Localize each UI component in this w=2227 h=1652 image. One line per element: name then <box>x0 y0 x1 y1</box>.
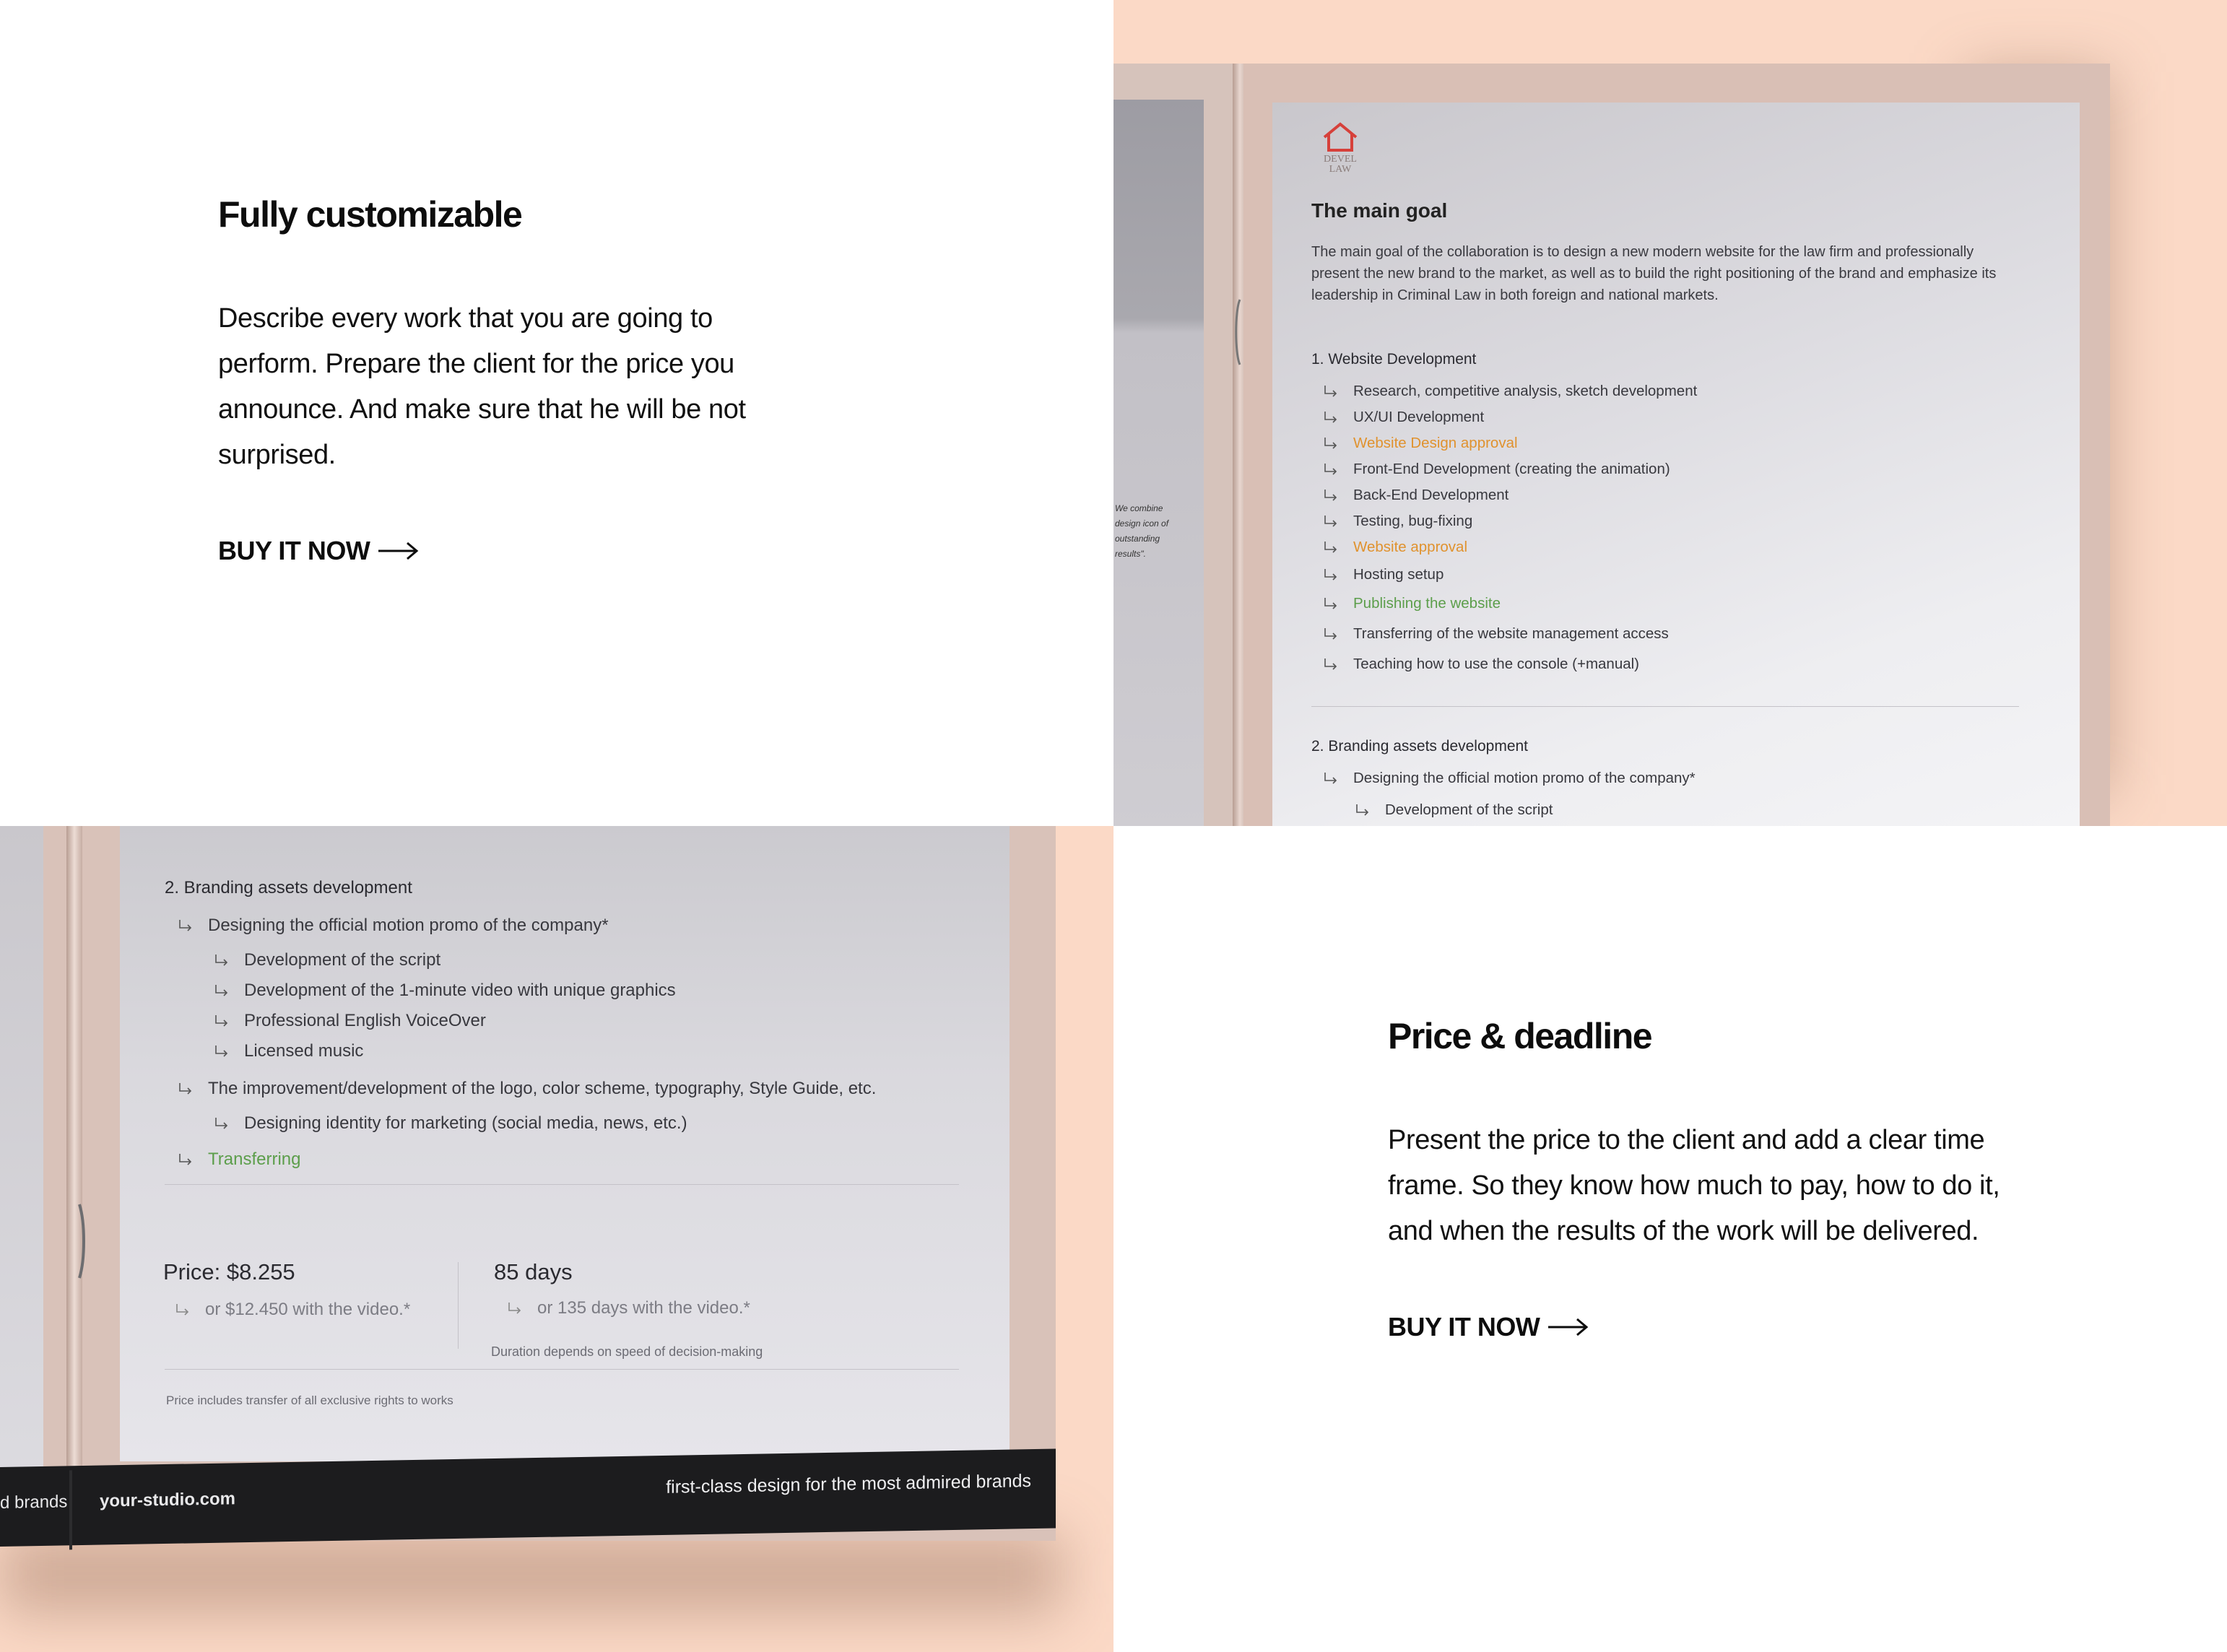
law-firm-logo-icon <box>1320 121 1360 155</box>
list-item: Development of the script <box>1355 801 1553 819</box>
price-value: Price: $8.255 <box>163 1259 295 1284</box>
left-page-quote: We combine design icon of outstanding results". <box>1115 503 1169 559</box>
list-item: Transferring of the website management access <box>1323 625 1669 643</box>
main-goal-body: The main goal of the collaboration is to design a new modern website for the law firm and professionally present the new brand to the market, as well as to build the right positioning of the brand and emphasize its leadership in Criminal Law in both foreign and national markets. <box>1311 244 1997 303</box>
footer-spine <box>69 1470 72 1549</box>
list-item: Teaching how to use the console (+manual) <box>1323 656 1639 673</box>
buy-it-now-label: BUY IT NOW <box>218 536 370 565</box>
price-alternative: or $12.450 with the video.* <box>175 1300 410 1320</box>
duration-note: Duration depends on speed of decision-making <box>491 1344 763 1359</box>
list-item: Back-End Development <box>1323 487 1508 504</box>
buy-it-now-button[interactable] <box>218 536 419 566</box>
brochure-mockup-bottom <box>0 826 1114 1652</box>
price-note: Price includes transfer of all exclusive rights to works <box>166 1394 453 1407</box>
logo-text: DEVEL LAW <box>1324 154 1357 175</box>
footer-site: your-studio.com <box>100 1489 236 1511</box>
list-item-highlight: Website Design approval <box>1323 435 1518 452</box>
price-deadline-panel <box>1388 1015 2023 1342</box>
list-item: Research, competitive analysis, sketch development <box>1323 383 1697 400</box>
list-item: Development of the 1-minute video with unique graphics <box>214 981 676 1001</box>
list-item: Designing the official motion promo of the company* <box>1323 770 1696 787</box>
divider <box>1311 706 2019 707</box>
section-description: Describe every work that you are going to perform. Prepare the client for the price you announce. And make sure that he will be not surprised. <box>218 303 746 470</box>
staple-icon <box>71 1201 88 1281</box>
document-page <box>120 826 1010 1461</box>
feature-customizable <box>0 0 1114 826</box>
list-item: Hosting setup <box>1323 566 1444 583</box>
list-item-complete: Publishing the website <box>1323 595 1501 612</box>
section-title: Price & deadline <box>1388 1016 1652 1056</box>
list-item: Development of the script <box>214 950 440 970</box>
branding-assets-title: 2. Branding assets development <box>165 878 412 897</box>
arrow-right-icon <box>378 542 419 560</box>
list-item: Designing identity for marketing (social media, news, etc.) <box>214 1113 687 1134</box>
divider <box>165 1369 959 1370</box>
book-spine <box>66 826 82 1519</box>
list-item: Professional English VoiceOver <box>214 1011 486 1031</box>
left-page <box>1114 100 1204 826</box>
main-goal-heading: The main goal <box>1311 199 1448 222</box>
feature-price-deadline <box>1114 826 2227 1652</box>
days-value: 85 days <box>494 1259 573 1284</box>
list-item-highlight: Website approval <box>1323 539 1467 556</box>
website-development-title: 1. Website Development <box>1311 351 1477 368</box>
document-page <box>1272 103 2080 826</box>
list-item-complete: Transferring <box>178 1149 300 1170</box>
list-item: Designing the official motion promo of the company* <box>178 916 609 936</box>
section-description: Present the price to the client and add a clear time frame. So they know how much to pay, how to do it, and when the results of the work will be delivered. <box>1388 1125 2000 1246</box>
brochure-mockup-top <box>1114 0 2227 826</box>
list-item: Front-End Development (creating the animation) <box>1323 461 1670 478</box>
book-shadow <box>0 1534 1062 1613</box>
footer-tagline: first-class design for the most admired brands <box>666 1471 1031 1497</box>
divider <box>458 1262 459 1349</box>
left-page <box>0 826 43 1483</box>
divider <box>165 1184 959 1185</box>
footer-left-tail: d brands <box>0 1492 68 1513</box>
buy-it-now-button[interactable] <box>1388 1312 1589 1342</box>
list-item: UX/UI Development <box>1323 409 1484 426</box>
section-title: Fully customizable <box>218 194 522 235</box>
branding-assets-title: 2. Branding assets development <box>1311 738 1529 755</box>
customizable-panel <box>218 194 796 566</box>
buy-it-now-label: BUY IT NOW <box>1388 1312 1540 1342</box>
arrow-right-icon <box>1548 1318 1589 1336</box>
list-item: Testing, bug-fixing <box>1323 513 1472 530</box>
list-item: Licensed music <box>214 1041 363 1061</box>
list-item: The improvement/development of the logo, color scheme, typography, Style Guide, etc. <box>178 1079 876 1099</box>
days-alternative: or 135 days with the video.* <box>507 1298 750 1318</box>
